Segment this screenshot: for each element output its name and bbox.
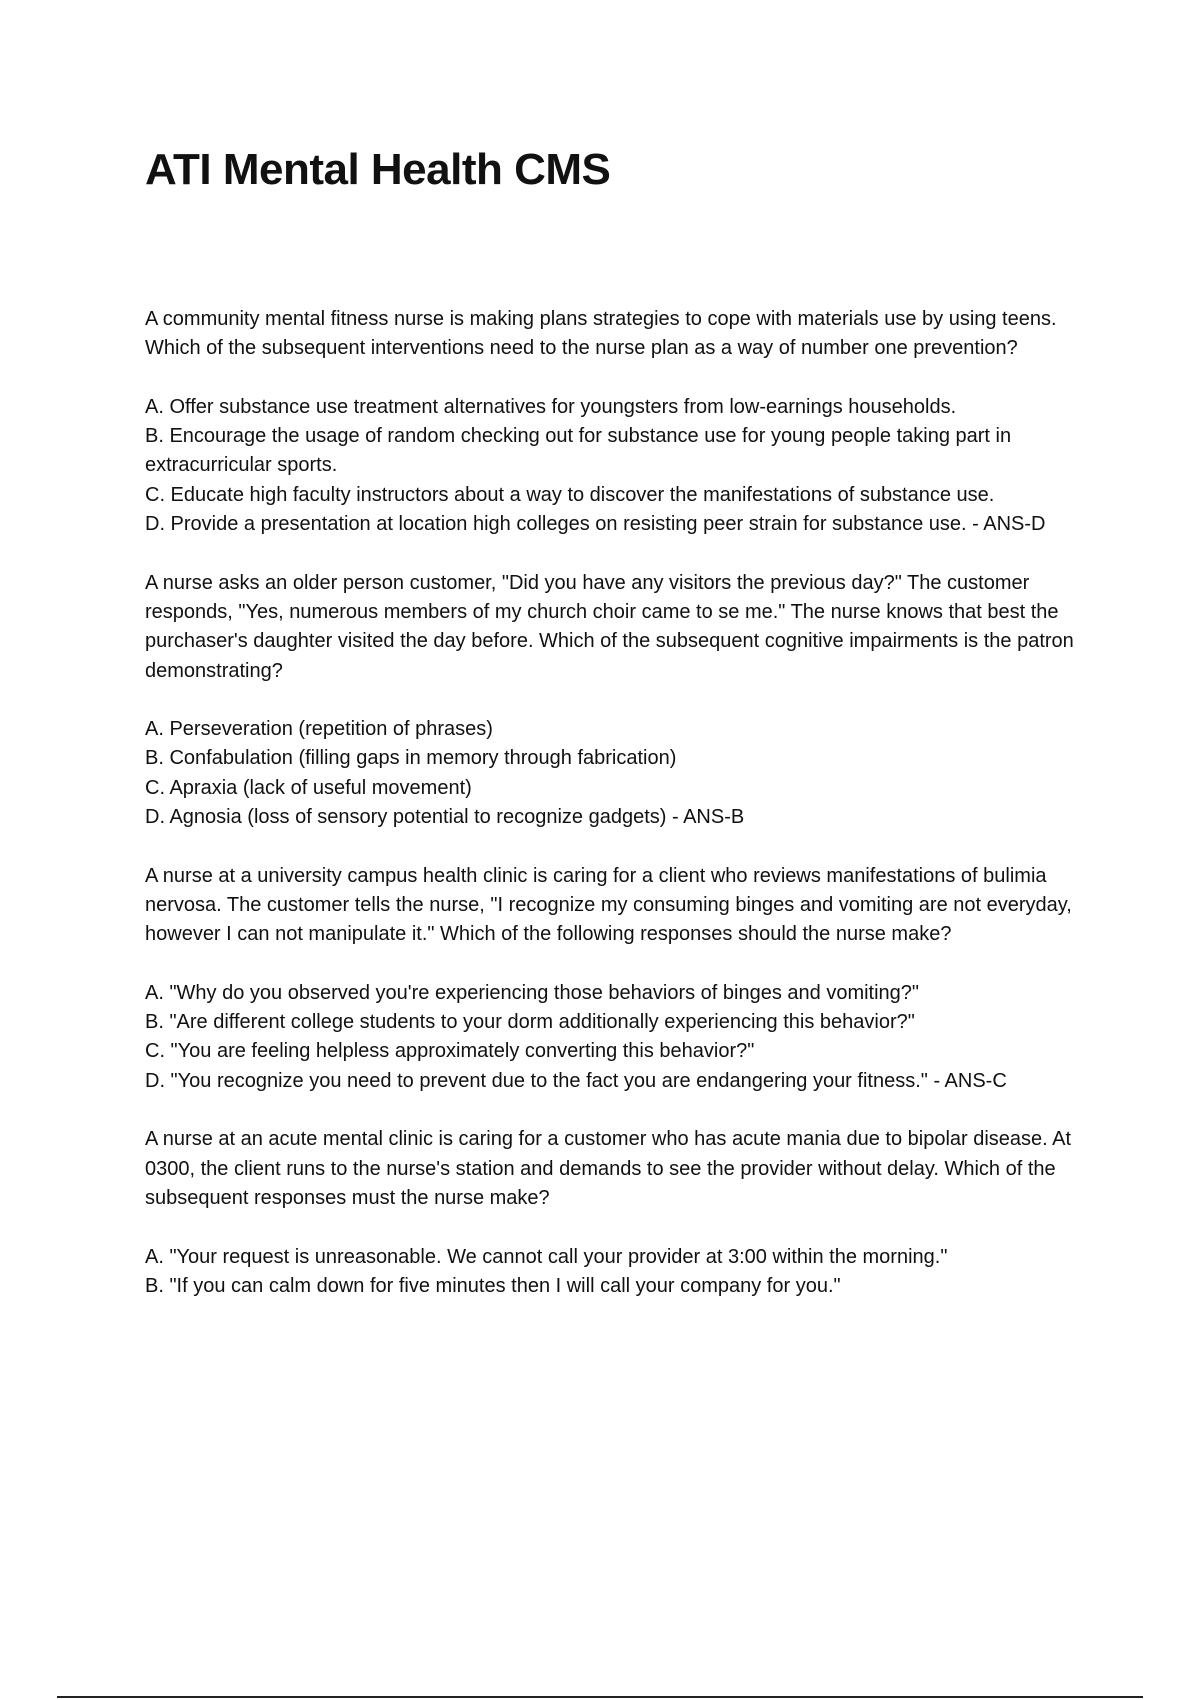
question-block-1	[145, 305, 1095, 539]
option-d	[145, 510, 1095, 539]
option-a: A. Offer substance use treatment alternatives for youngsters from low-earnings households.	[145, 395, 957, 418]
option-c: C. "You are feeling helpless approximately converting this behavior?"	[145, 1040, 755, 1063]
answer-options	[145, 393, 1095, 539]
option-d	[145, 1067, 1095, 1096]
option-c: C. Educate high faculty instructors about a way to discover the manifestations of substance use.	[145, 483, 995, 506]
option-a: A. "Why do you observed you're experiencing those behaviors of binges and vomiting?"	[145, 981, 920, 1004]
answer-key: - ANS-C	[933, 1069, 1007, 1092]
option-d-text: D. Provide a presentation at location high colleges on resisting peer strain for substance use.	[145, 513, 967, 536]
question-block-4	[145, 1125, 1095, 1301]
question-stem: A nurse at a university campus health clinic is caring for a client who reviews manifestations of bulimia nervosa. The customer tells the nurse, "I recognize my consuming binges and vomiting are not everyday, however I can not manipulate it." Which of the following responses should the nurse make?	[145, 864, 1072, 946]
answer-options	[145, 1243, 1095, 1302]
option-b: B. Encourage the usage of random checking out for substance use for young people taking part in extracurricular sports.	[145, 425, 1012, 477]
question-stem: A nurse at an acute mental clinic is caring for a customer who has acute mania due to bipolar disease. At 0300, the client runs to the nurse's station and demands to see the provider without delay. Which of the subsequent responses must the nurse make?	[145, 1128, 1072, 1209]
option-b: B. Confabulation (filling gaps in memory through fabrication)	[145, 747, 677, 770]
option-d-text: D. "You recognize you need to prevent due to the fact you are endangering your fitness."	[145, 1069, 928, 1092]
option-a: A. Perseveration (repetition of phrases)	[145, 718, 493, 741]
answer-key: - ANS-D	[972, 513, 1046, 536]
option-b: B. "Are different college students to your dorm additionally experiencing this behavior?"	[145, 1011, 915, 1034]
option-a: A. "Your request is unreasonable. We cannot call your provider at 3:00 within the morning."	[145, 1245, 948, 1268]
question-block-2	[145, 569, 1095, 833]
option-d	[145, 803, 1095, 832]
question-stem: A nurse asks an older person customer, "Did you have any visitors the previous day?" The customer responds, "Yes, numerous members of my church choir came to se me." The nurse knows that best the purchaser's daughter visited the day before. Which of the subsequent cognitive impairments is the patron demonstrating?	[145, 571, 1074, 682]
answer-options	[145, 979, 1095, 1096]
question-list	[145, 305, 1095, 1330]
answer-options	[145, 715, 1095, 832]
page-title: ATI Mental Health CMS	[145, 145, 611, 194]
question-stem: A community mental fitness nurse is making plans strategies to cope with materials use by using teens. Which of the subsequent interventions need to the nurse plan as a way of number one prevention?	[145, 308, 1057, 360]
option-d-text: D. Agnosia (loss of sensory potential to recognize gadgets)	[145, 806, 667, 829]
option-b: B. "If you can calm down for five minutes then I will call your company for you."	[145, 1274, 841, 1297]
question-block-3	[145, 862, 1095, 1096]
answer-key: - ANS-B	[671, 806, 745, 829]
option-c: C. Apraxia (lack of useful movement)	[145, 776, 472, 799]
page-bottom-divider	[57, 1696, 1143, 1698]
